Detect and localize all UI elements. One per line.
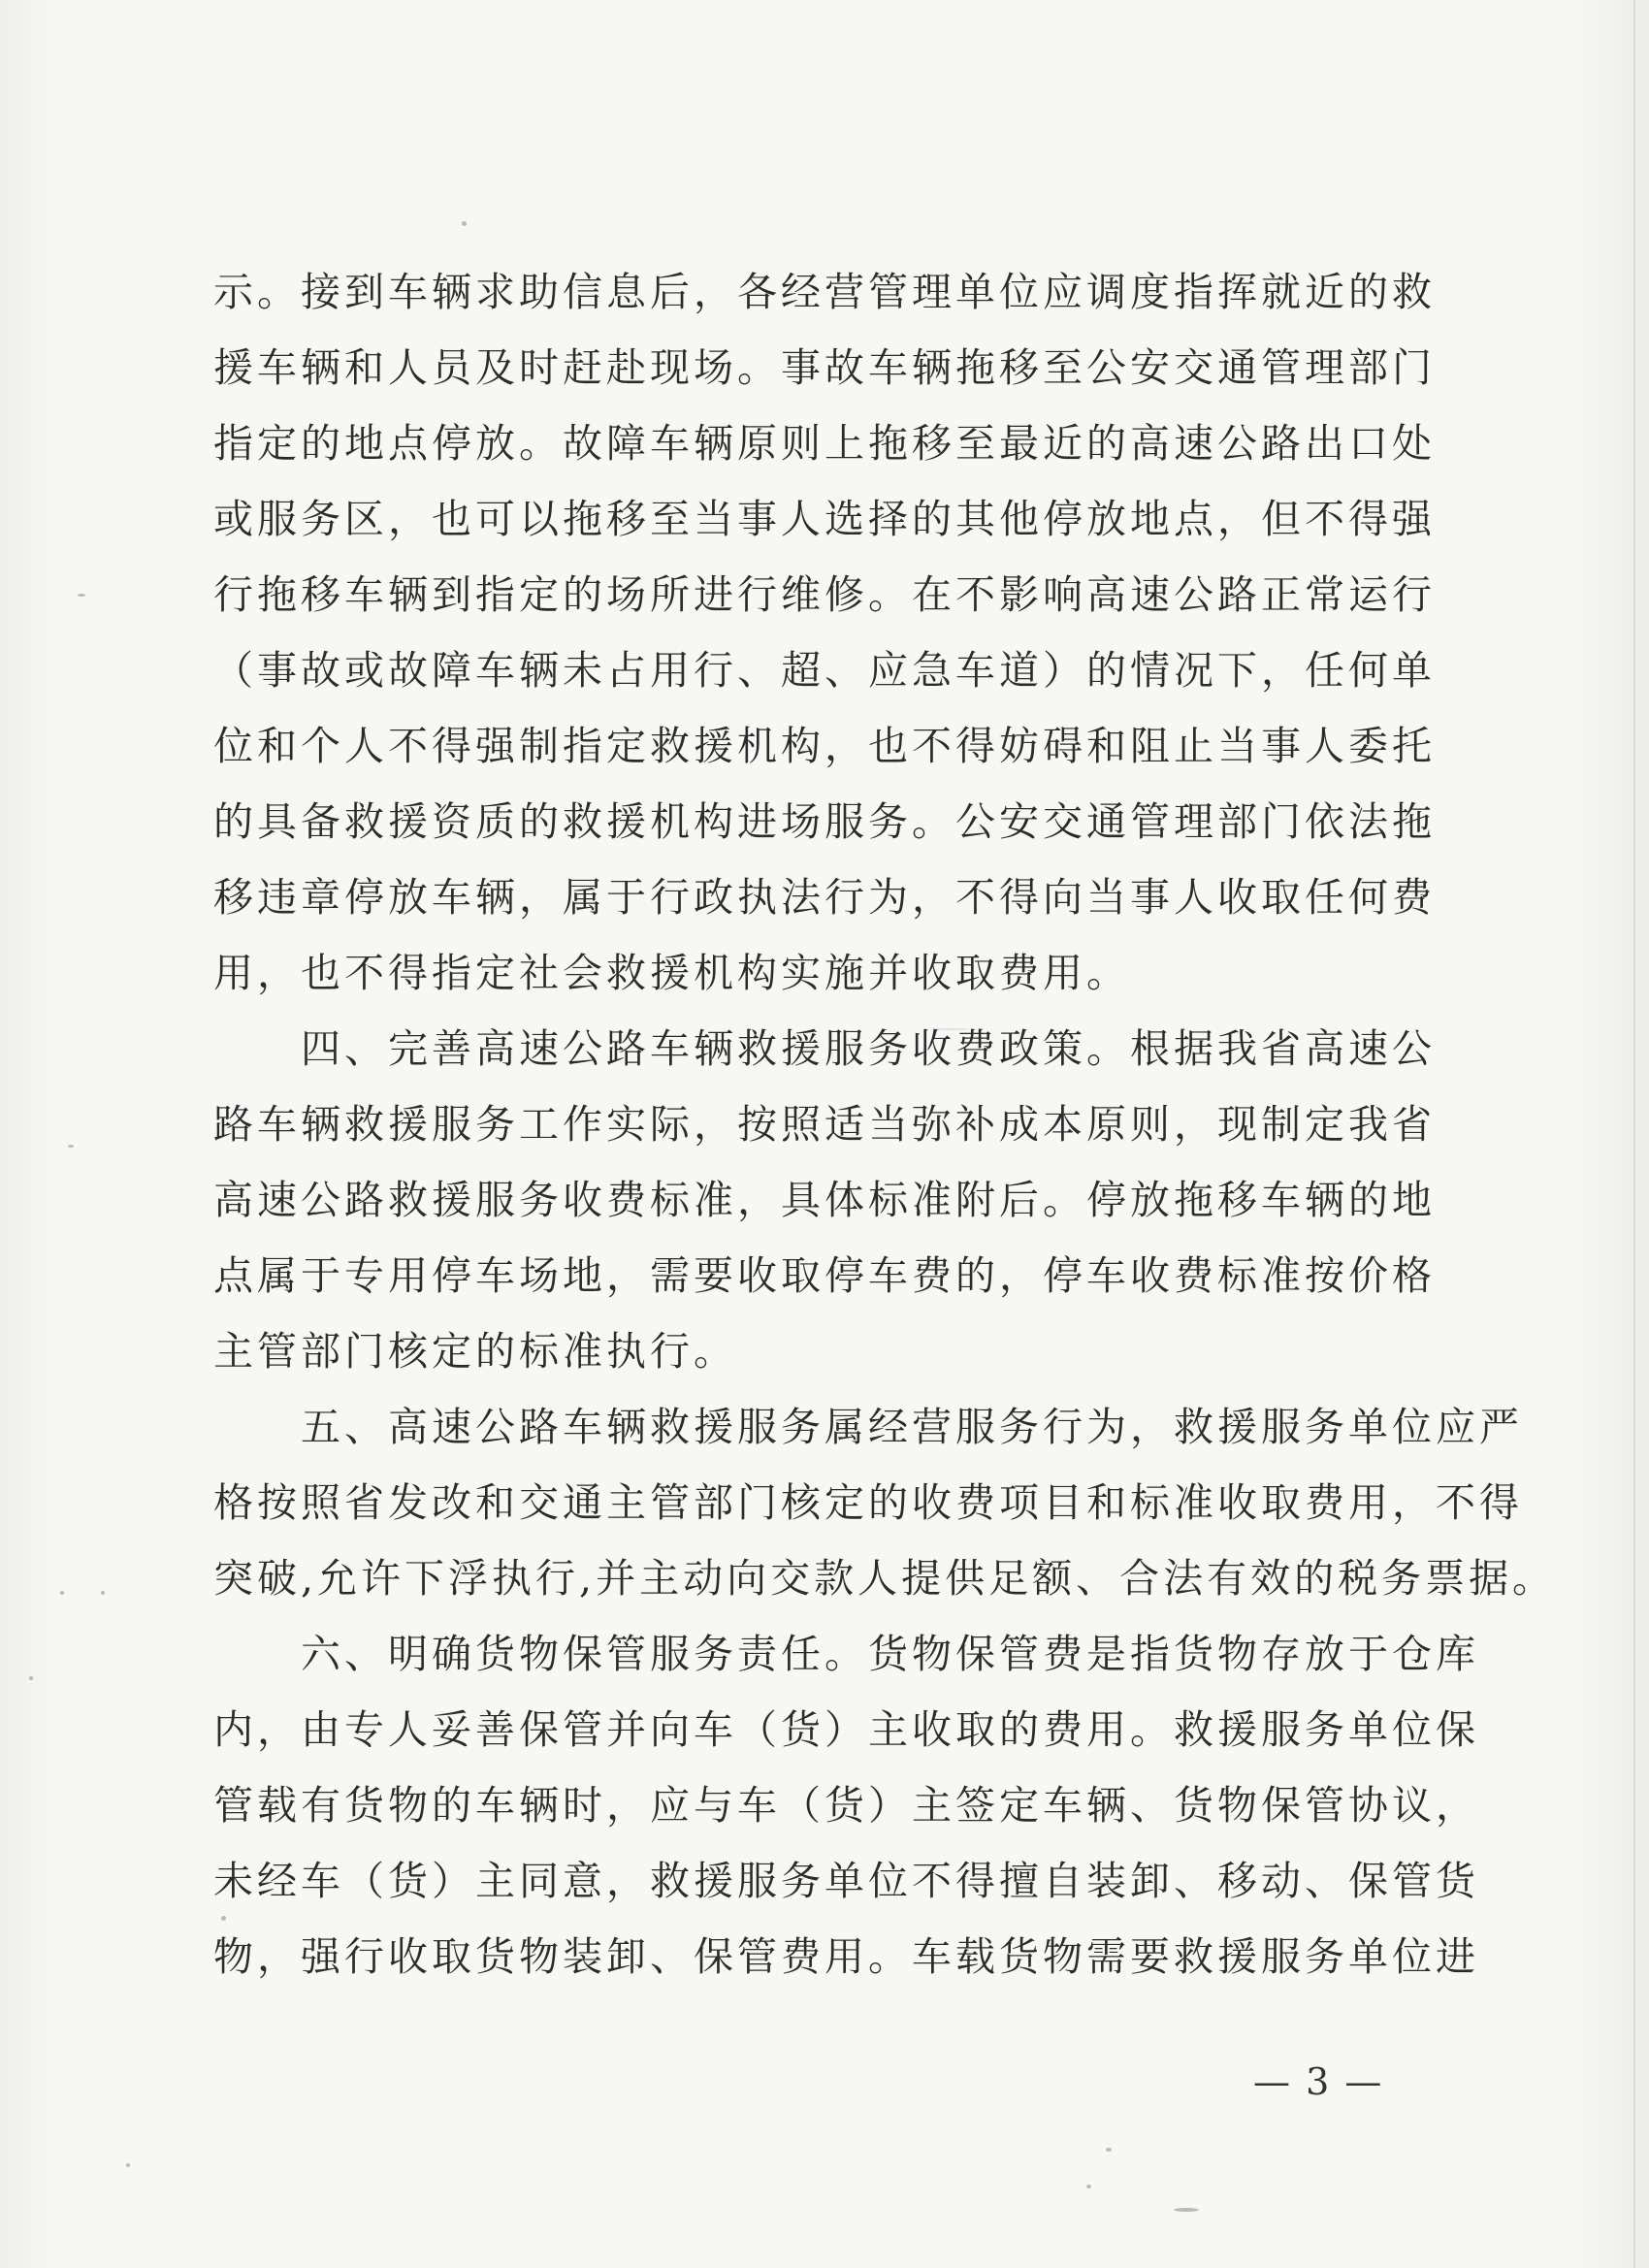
text-line: 物，强行收取货物装卸、保管费用。车载货物需要救援服务单位进 — [213, 1933, 1479, 1980]
scan-speck — [1086, 2185, 1091, 2188]
text-line: 未经车（货）主同意，救援服务单位不得擅自装卸、移动、保管货 — [213, 1858, 1479, 1904]
scan-speck — [221, 1916, 226, 1921]
text-line: 内，由专人妥善保管并向车（货）主收取的费用。救援服务单位保 — [213, 1706, 1479, 1753]
scan-speck — [1174, 2208, 1199, 2212]
text-line: 五、高速公路车辆救援服务属经营服务行为，救援服务单位应严 — [213, 1404, 1523, 1450]
scan-speck — [101, 1591, 105, 1595]
scan-speck — [126, 2163, 130, 2167]
scan-speck — [29, 1676, 33, 1680]
text-line: （事故或故障车辆未占用行、超、应急车道）的情况下，任何单 — [213, 647, 1436, 694]
scan-speck — [931, 1028, 970, 1030]
text-line: 高速公路救援服务收费标准，具体标准附后。停放拖移车辆的地 — [213, 1177, 1436, 1223]
text-line: 指定的地点停放。故障车辆原则上拖移至最近的高速公路出口处 — [213, 420, 1436, 467]
text-line: 突破,允许下浮执行,并主动向交款人提供足额、合法有效的税务票据。 — [213, 1555, 1557, 1602]
text-line: 行拖移车辆到指定的场所进行维修。在不影响高速公路正常运行 — [213, 571, 1436, 618]
scan-edge-shadow — [1633, 0, 1635, 2268]
text-line: 四、完善高速公路车辆救援服务收费政策。根据我省高速公 — [213, 1025, 1436, 1072]
text-line: 管载有货物的车辆时，应与车（货）主签定车辆、货物保管协议， — [213, 1782, 1479, 1829]
scan-speck — [68, 1145, 74, 1148]
scan-speck — [462, 221, 467, 226]
scan-speck — [60, 1591, 64, 1595]
text-line: 移违章停放车辆，属于行政执法行为，不得向当事人收取任何费 — [213, 874, 1436, 921]
text-line: 或服务区，也可以拖移至当事人选择的其他停放地点，但不得强 — [213, 496, 1436, 542]
text-line: 主管部门核定的标准执行。 — [213, 1328, 737, 1375]
text-line: 位和个人不得强制指定救援机构，也不得妨碍和阻止当事人委托 — [213, 723, 1436, 769]
scan-speck — [1106, 2148, 1112, 2152]
scan-speck — [78, 594, 85, 597]
text-line: 路车辆救援服务工作实际，按照适当弥补成本原则，现制定我省 — [213, 1101, 1436, 1148]
page-number: — 3 — — [1253, 2060, 1384, 2103]
text-line: 示。接到车辆求助信息后，各经营管理单位应调度指挥就近的救 — [213, 269, 1436, 315]
body-text — [213, 254, 1557, 1994]
text-line: 格按照省发改和交通主管部门核定的收费项目和标准收取费用，不得 — [213, 1479, 1523, 1526]
text-line: 援车辆和人员及时赶赴现场。事故车辆拖移至公安交通管理部门 — [213, 344, 1436, 391]
text-line: 六、明确货物保管服务责任。货物保管费是指货物存放于仓库 — [213, 1631, 1479, 1677]
text-line: 点属于专用停车场地，需要收取停车费的，停车收费标准按价格 — [213, 1252, 1436, 1299]
text-line: 的具备救援资质的救援机构进场服务。公安交通管理部门依法拖 — [213, 798, 1436, 845]
text-line: 用，也不得指定社会救援机构实施并收取费用。 — [213, 950, 1130, 996]
